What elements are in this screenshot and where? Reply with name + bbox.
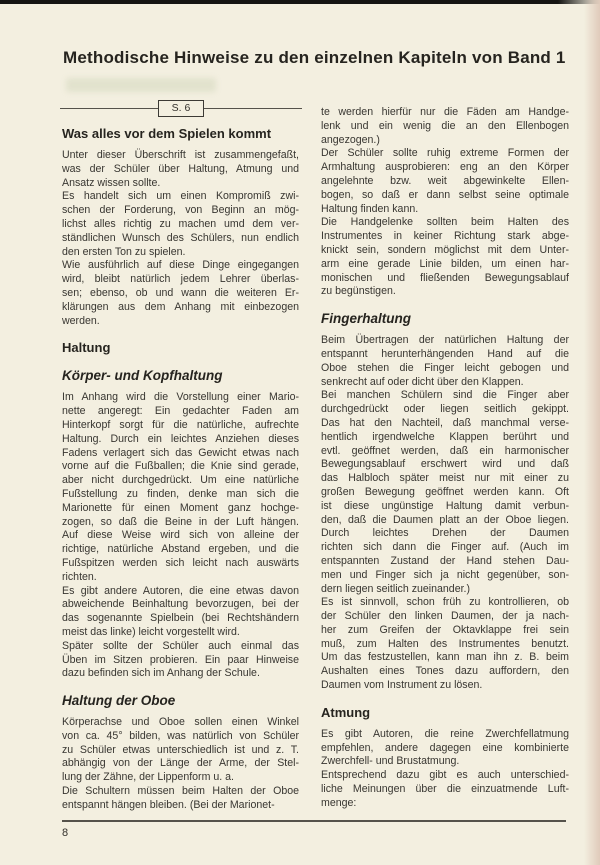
text-line: entspannt herunterhängenden Hand auf die [321,347,569,360]
text-line: zu Schüler etwas unterschiedlich ist und z. T. [62,743,299,756]
text-line: der Schüler den linken Daumen, der ja nach- [321,610,569,623]
paragraph-block [321,334,569,693]
left-column [62,126,299,813]
text-line: Durch leichtes Drehen der Daumen [321,527,569,540]
text-line: nette angeregt: Ein gedachter Faden am [62,405,299,418]
text-line: abweichende Beinhaltung bevorzugen, bei der [62,598,299,611]
text-line: entspannten Zustand der Hand stehen Dau- [321,554,569,567]
scan-top-edge [0,0,600,4]
text-line: Fadens verlagert sich das Gewicht etwas nach [62,446,299,459]
text-line: entspannt hängen bleiben. (Bei der Marionet- [62,798,275,811]
text-line: den, daß die Daumen platt an der Oboe liegen. [321,513,569,526]
text-line: Fußspitzen werden sich leicht nach auswärts [62,556,299,569]
text-line: Die Handgelenke sollten beim Halten des [321,216,569,229]
text-line: men und Finger sich ja nicht gegenüber, son- [321,568,569,581]
text-line: Beim Übertragen der natürlichen Haltung der [321,334,569,347]
text-line: den ersten Ton zu spielen. [62,245,186,258]
text-line: angezogen.) [321,133,380,146]
text-line: Es ist sinnvoll, schon früh zu kontrollieren, ob [321,596,569,609]
text-line: Wie ausführlich auf diese Dinge eingegangen [62,259,299,272]
text-line: das Halbloch später meist nur mit einer zu [321,472,569,485]
text-line: Das hat den Nachteil, daß manchmal verse- [321,416,569,429]
text-line: meist das linke) leicht vorgestellt wird. [62,625,240,638]
text-line: werden. [62,314,100,327]
text-line: Später sollte der Schüler auch einmal das [62,639,299,652]
text-line: hentlich irgendwelche Klappen berührt und [321,430,569,443]
text-line: aber nicht durchgedrückt. Um eine natürliche [62,474,299,487]
page-number: 8 [62,827,69,839]
section-heading: Was alles vor dem Spielen kommt [62,126,272,141]
text-line: senkrecht auf oder dicht über den Klappen. [321,375,524,388]
section-heading: Atmung [321,704,371,720]
sub-heading: Körper- und Kopfhaltung [62,368,223,384]
text-line: was der Schüler über Haltung, Atmung und [62,162,299,175]
section-heading: Haltung [62,340,111,356]
text-line: ist diese ungünstige Haltung damit verbun- [321,499,569,512]
paragraph-block [62,391,299,681]
text-line: monischen und fließenden Bewegungsablauf [321,271,569,284]
text-line: von ca. 45° bilden, was natürlich von Schüler [62,729,299,742]
text-line: Bewegungsablauf erschwert wird und daß [321,458,569,471]
text-line: Die Schultern müssen beim Halten der Oboe [62,785,299,798]
text-line: menge: [321,796,357,809]
text-line: Auf diese Weise wird sich von alleine der [62,529,299,542]
right-column [321,106,569,811]
text-line: lung der Zähne, der Lippenform u. a. [62,771,234,784]
sub-heading: Fingerhaltung [321,311,411,327]
text-line: bogen, so daß er dann selbst seine optimale [321,188,569,201]
text-line: Ansatz wissen sollte. [62,176,161,189]
text-line: zogen, so daß die Beine in der Luft hängen. [62,515,299,528]
text-line: muß, zum Halten des Instrumentes benutzt. [321,637,569,650]
paragraph-block [62,716,299,813]
text-line: Armhaltung ausprobieren: eng an den Körper [321,161,569,174]
text-line: Es handelt sich um einen Kompromiß zwi- [62,190,299,203]
text-line: Instrumentes in keiner Richtung stark abge- [321,230,569,243]
text-line: Zwerchfell- und Brustatmung. [321,755,460,768]
scan-right-edge [584,0,600,865]
text-line: abhängig von der Länge der Arme, der Stel- [62,757,299,770]
text-line: wird, bleibt natürlich jedem Lehrer überlas- [62,273,299,286]
text-line: schen der Forderung, von Beginn an mög- [62,204,299,217]
text-line: vorne auf die Fußballen; die Knie sind gerade, [62,460,299,473]
paragraph-block [62,149,299,328]
text-line: dern liegen seitlich zueinander.) [321,582,470,595]
text-line: Unter dieser Überschrift ist zusammengefaßt, [62,149,299,161]
paragraph-block [321,106,569,299]
text-line: Oboe stehen die Finger leicht gebogen und [321,361,569,374]
text-line: das sogenannte Spielbein (bei Rechtshändern [62,612,299,625]
text-line: evtl. geöffnet werden, daß ein harmonischer [321,444,569,457]
text-line: liche Meinungen über die einzuatmende Luft- [321,783,569,796]
text-line: Um das festzustellen, kann man ihn z. B. beim [321,651,569,664]
text-line: Bei manchen Schülern sind die Finger aber [321,389,569,402]
text-line: lenk und ein wenig die an den Ellenbogen [321,119,569,132]
text-line: te werden hierfür nur die Fäden am Handge- [321,106,569,118]
text-line: dazu befinden sich im Anhang der Schule. [62,667,260,680]
text-line: zu begünstigen. [321,285,396,298]
text-line: Aushalten eines Tones dazu auffordern, den [321,665,569,678]
footer-rule [62,820,566,822]
text-line: richtige, natürliche Abstand ergeben, und die [62,543,299,556]
text-line: Der Schüler sollte ruhig extreme Formen der [321,147,569,160]
section-ref-marker [60,99,302,117]
text-line: Daumen vom Instrument zu lösen. [321,679,483,692]
text-line: Marionette für einen Moment ganz hochge- [62,501,299,514]
text-line: klärungen aus dem Anhang mit einbezogen [62,300,299,313]
page-title: Methodische Hinweise zu den einzelnen Kapiteln von Band 1 [63,48,566,67]
sub-heading: Haltung der Oboe [62,693,176,709]
text-line: richten sich dann die Finger auf. (Auch im [321,541,569,554]
text-line: sen; ebenso, ob und wann die weiteren Er- [62,286,299,299]
text-line: Entsprechend dazu gibt es auch unterschied- [321,769,569,782]
text-line: Es gibt Autoren, die reine Zwerchfellatmung [321,727,569,740]
text-line: Haltung finden kann. [321,202,419,215]
section-ref-box: S. 6 [158,100,205,117]
text-line: empfehlen, andere dagegen eine kombinierte [321,741,569,754]
text-line: arm eine gerade Linie bilden, um einen har- [321,257,569,270]
text-line: Hinterkopf sorgt für die natürliche, aufrechte [62,418,299,431]
text-line: Körperachse und Oboe sollen einen Winkel [62,716,299,729]
text-line: knickt sein, sondern möglichst mit dem Unter- [321,243,569,256]
text-line: Fußstellung zu finden, denke man sich die [62,487,299,500]
text-line: durchgedrückt oder liegen seitlich gekippt. [321,403,569,416]
text-line: Es gibt andere Autoren, die eine etwas davon [62,584,299,597]
text-line: angelehnte bzw. weit abgewinkelte Ellen- [321,174,569,187]
rule-left-segment [60,108,158,109]
text-line: richten. [62,570,97,583]
paragraph-block [321,728,569,811]
text-line: her zum Greifen der Oktavklappe frei sein [321,623,569,636]
text-line: ständlichen Wunsch des Schülers, nun endlich [62,231,299,244]
show-through-ghost [66,78,216,92]
text-line: Im Anhang wird die Vorstellung einer Mario- [62,391,299,404]
rule-right-segment [204,108,302,109]
text-line: lichst alles richtig zu machen umd dem ver- [62,217,299,230]
text-line: Üben im Sitzen probieren. Ein paar Hinweise [62,653,299,666]
text-line: großen Bewegung geöffnet werden kann. Oft [321,485,569,498]
text-line: Haltung. Durch ein leichtes Anziehen dieses [62,432,299,445]
